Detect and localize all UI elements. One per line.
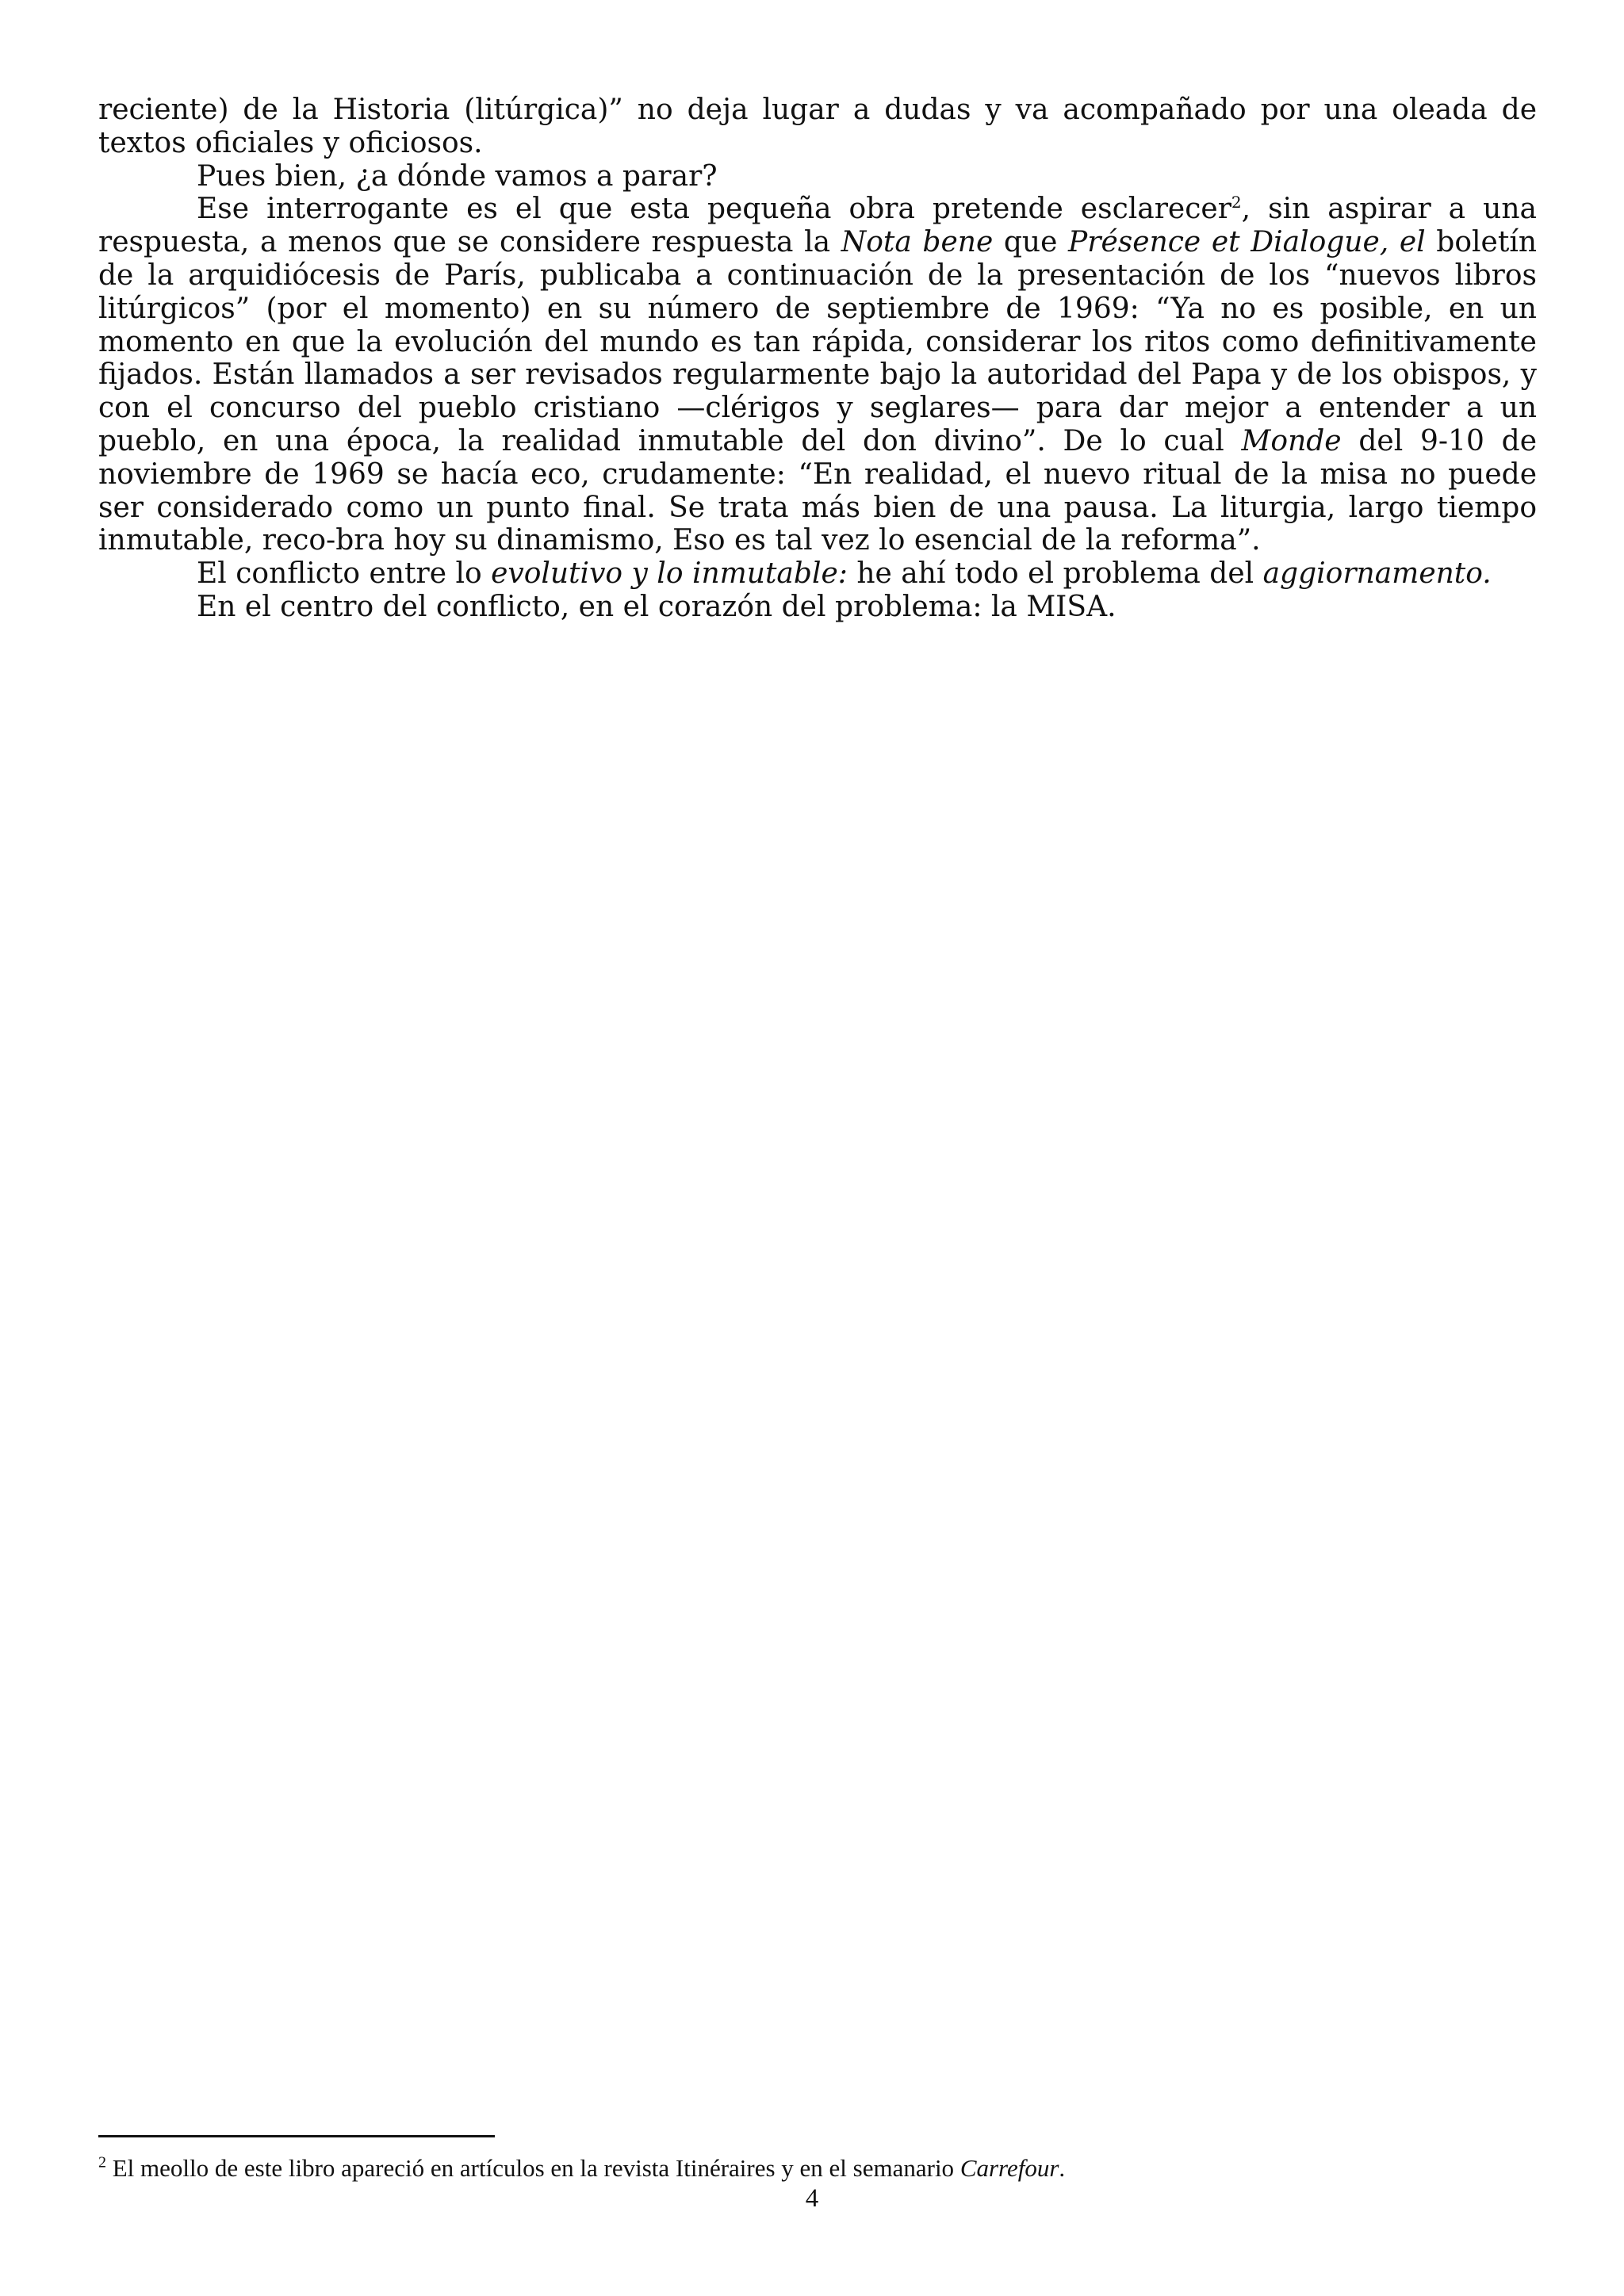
text-run: he ahí todo el problema del (847, 557, 1263, 591)
italic-text: evolutivo y lo inmutable: (491, 557, 848, 591)
text-run: El conflicto entre lo (197, 557, 492, 591)
text-run: En el centro del conflicto, en el corazón del problema: la MISA. (197, 590, 1116, 623)
italic-text: Monde (1241, 424, 1342, 457)
paragraph (98, 94, 1537, 160)
text-run: reciente) de la Historia (litúrgica)” no deja lugar a dudas y va acompañado por una oleada de textos oficiales y oficiosos. (98, 94, 1537, 159)
italic-text: Présence et Dialogue, el (1068, 226, 1426, 259)
footnote-separator (98, 2135, 495, 2137)
text-run: Pues bien, ¿a dónde vamos a parar? (197, 159, 718, 193)
footnote (98, 2153, 1537, 2183)
page-number: 4 (805, 2184, 819, 2213)
footnote-italic-title: Carrefour (959, 2154, 1059, 2182)
body-text (98, 94, 1537, 624)
footnote-text: El meollo de este libro apareció en artículos en la revista Itinéraires y en el semanario (106, 2154, 960, 2182)
italic-text: aggiornamento. (1262, 557, 1492, 591)
paragraph (98, 160, 1537, 193)
text-run: , sin aspirar a una respuesta, a menos que se considere respuesta la (98, 193, 1537, 259)
paragraph (98, 557, 1537, 591)
paragraph (98, 591, 1537, 624)
footnote-reference: 2 (1231, 193, 1242, 212)
paragraph (98, 193, 1537, 557)
footnote-text-end: . (1059, 2154, 1066, 2182)
italic-text: Nota bene (841, 226, 994, 259)
footnote-marker: 2 (98, 2153, 106, 2172)
text-run: boletín de la arquidiócesis de París, publicaba a continuación de la presentación de los “nuevos libros litúrgicos” (por el momento) en su número de septiembre de 1969: “Ya no es posible, en un momento en que la evolución del mundo es tan rápida, considerar los ritos como definitivamente fijados. Están llamados a ser revisados regularmente bajo la autoridad del Papa y de los obispos, y con el concurso del pueblo cristiano —clérigos y seglares— para dar mejor a entender a un pueblo, en una época, la realidad inmutable del don divino”. De lo cual (98, 226, 1538, 457)
text-run: que (993, 226, 1069, 259)
text-run: del 9-10 de noviembre de 1969 se hacía eco, crudamente: “En realidad, el nuevo ritual de la misa no puede ser considerado como un punto final. Se trata más bien de una pausa. La liturgia, largo tiempo inmutable, reco-bra hoy su dinamismo, Eso es tal vez lo esencial de la reforma”. (98, 424, 1538, 557)
text-run: Ese interrogante es el que esta pequeña obra pretende esclarecer (197, 193, 1231, 226)
